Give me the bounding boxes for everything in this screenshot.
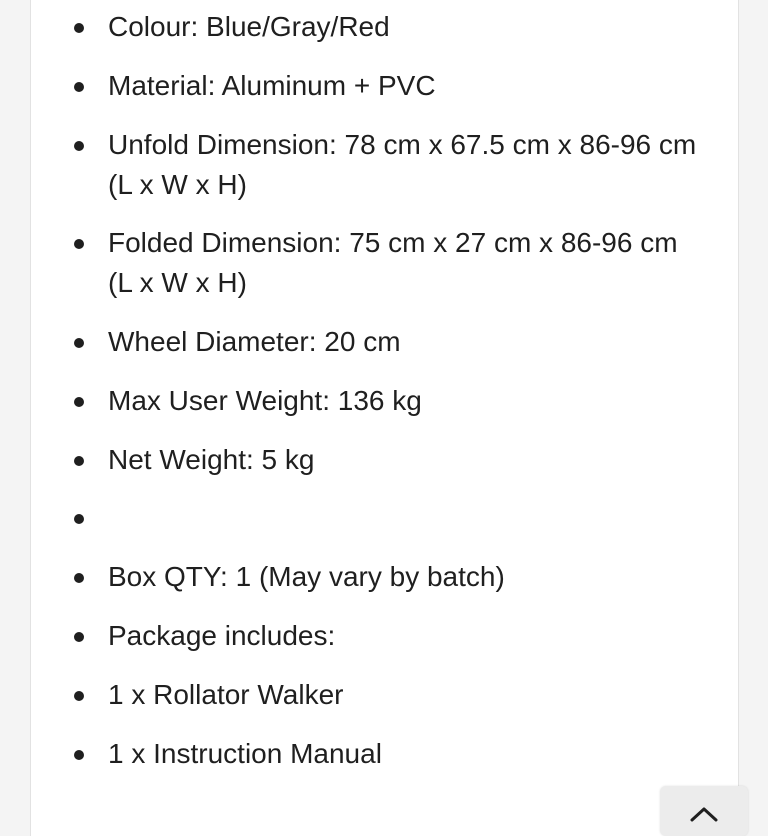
- bullet-icon: [74, 691, 84, 701]
- spec-text: 1 x Rollator Walker: [108, 679, 344, 710]
- spec-text: Material: Aluminum + PVC: [108, 70, 436, 101]
- bullet-icon: [74, 239, 84, 249]
- bullet-icon: [74, 456, 84, 466]
- bullet-icon: [74, 338, 84, 348]
- chevron-up-icon: [688, 804, 720, 822]
- spec-text: Wheel Diameter: 20 cm: [108, 326, 401, 357]
- bullet-icon: [74, 750, 84, 760]
- spec-text: Package includes:: [108, 620, 336, 651]
- bullet-icon: [74, 514, 84, 524]
- spec-text: Folded Dimension: 75 cm x 27 cm x 86-96 cm (L x W x H): [108, 227, 678, 298]
- spec-text: Net Weight: 5 kg: [108, 444, 315, 475]
- product-description-card: [30, 0, 739, 836]
- bullet-icon: [74, 23, 84, 33]
- scroll-to-top-button[interactable]: [660, 786, 748, 836]
- bullet-icon: [74, 632, 84, 642]
- spec-text: Box QTY: 1 (May vary by batch): [108, 561, 505, 592]
- spec-text: 1 x Instruction Manual: [108, 738, 382, 769]
- bullet-icon: [74, 573, 84, 583]
- bullet-icon: [74, 397, 84, 407]
- spec-text: Unfold Dimension: 78 cm x 67.5 cm x 86-96 cm (L x W x H): [108, 129, 697, 200]
- bullet-icon: [74, 141, 84, 151]
- spec-text: Max User Weight: 136 kg: [108, 385, 422, 416]
- bullet-icon: [74, 82, 84, 92]
- spec-text: Colour: Blue/Gray/Red: [108, 11, 390, 42]
